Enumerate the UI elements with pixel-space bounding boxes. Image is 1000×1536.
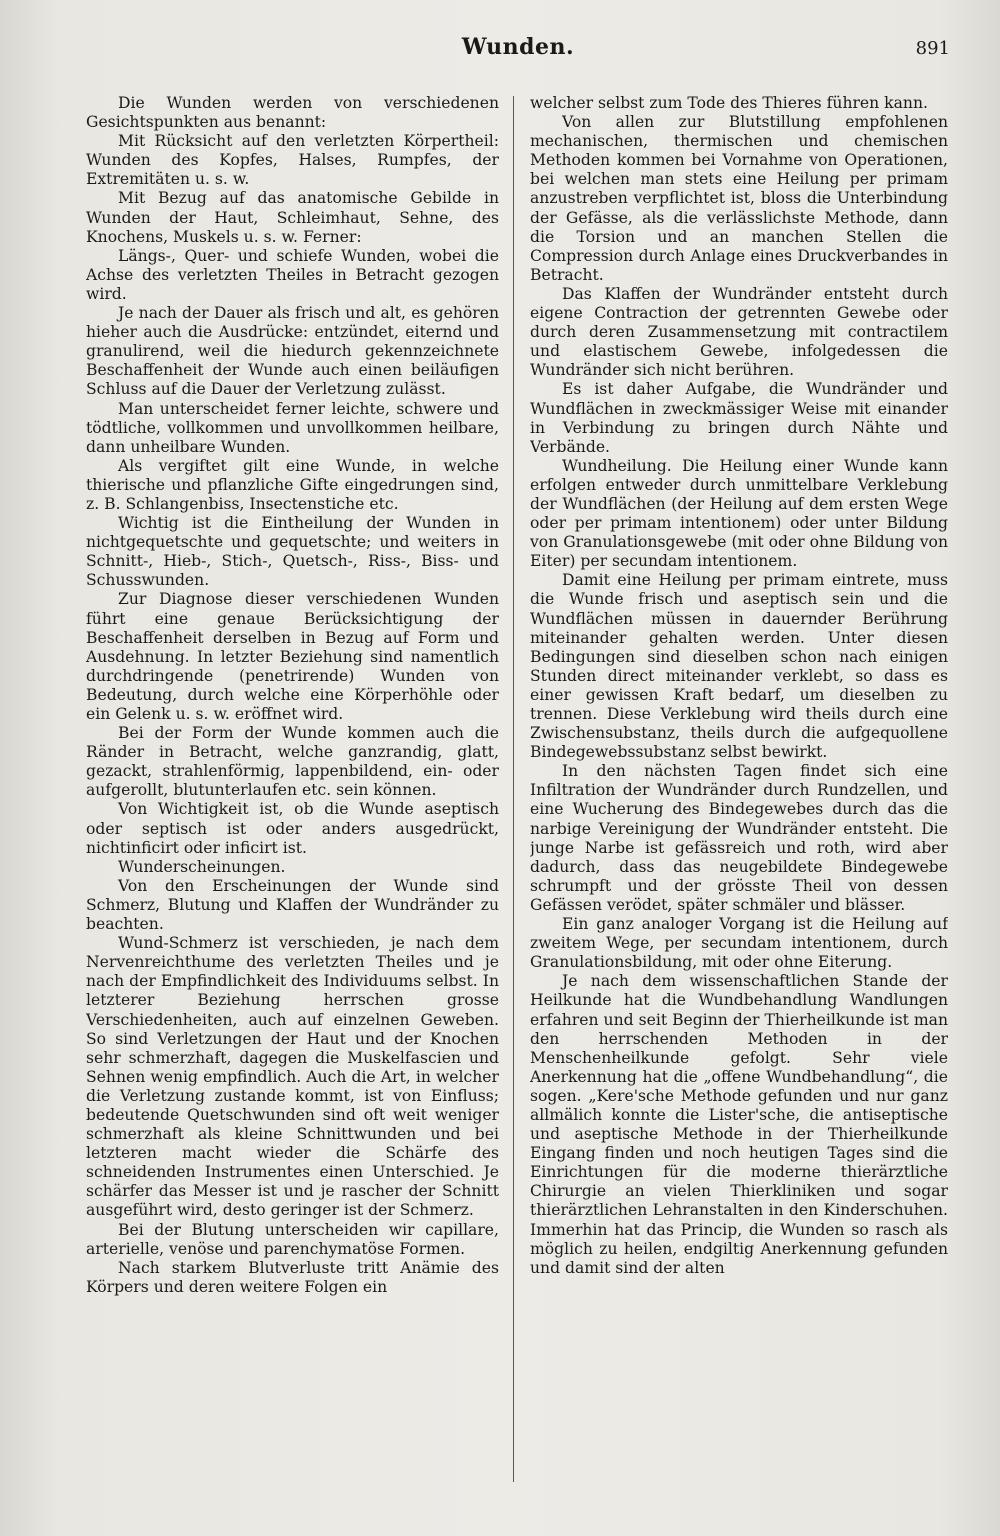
paragraph: Wund-Schmerz ist verschieden, je nach dem Nervenreichthume des verletzten Theiles und je nach der Empfindlichkeit des Individuums selbst. In letzterer Beziehung herrschen grosse Verschiedenheiten, auch auf einzelnen Geweben. So sind Verletzungen der Haut und der Knochen sehr schmerzhaft, dagegen die Muskelfascien und Sehnen wenig empfindlich. Auch die Art, in welcher die Verletzung zustande kommt, ist von Einfluss; bedeutende Quetschwunden sind oft weit weniger schmerzhaft als kleine Schnittwunden und bei letzteren macht wieder die Schärfe des schneidenden Instrumentes einen Unterschied. Je schärfer das Messer ist und je rascher der Schnitt ausgeführt wird, desto geringer ist der Schmerz. (86, 934, 499, 1220)
page-number: 891 (915, 38, 950, 59)
paragraph: welcher selbst zum Tode des Thieres führen kann. (530, 94, 928, 112)
column-divider (513, 96, 514, 1482)
paragraph: Bei der Form der Wunde kommen auch die Ränder in Betracht, welche ganzrandig, glatt, gezackt, strahlenförmig, lappenbildend, ein- oder aufgerollt, blutunterlaufen etc. sein können. (86, 724, 499, 800)
paragraph: Je nach der Dauer als frisch und alt, es gehören hieher auch die Ausdrücke: entzündet, eiternd und granulirend, weil die hiedurch gekennzeichnete Beschaffenheit der Wunde auch einen beiläufigen Schluss auf die Dauer der Verletzung zulässt. (86, 304, 499, 399)
paragraph: Von Wichtigkeit ist, ob die Wunde aseptisch oder septisch ist oder anders ausgedrückt, nichtinficirt oder inficirt ist. (86, 800, 499, 857)
paragraph: Zur Diagnose dieser verschiedenen Wunden führt eine genaue Berücksichtigung der Beschaffenheit derselben in Bezug auf Form und Ausdehnung. In letzter Beziehung sind namentlich durchdringende (penetrirende) Wunden von Bedeutung, durch welche eine Körperhöhle oder ein Gelenk u. s. w. eröffnet wird. (86, 590, 499, 723)
right-column (530, 94, 948, 1494)
page-header (86, 34, 950, 74)
paragraph: Wunderscheinungen. (118, 857, 286, 876)
paragraph: In den nächsten Tagen findet sich eine Infiltration der Wundränder durch Rundzellen, und eine Wucherung des Bindegewebes durch das die narbige Vereinigung der Wundränder entsteht. Die junge Narbe ist gefässreich und roth, wird aber dadurch, dass das neugebildete Bindegewebe schrumpft und der grösste Theil von dessen Gefässen verödet, später schmäler und blässer. (530, 762, 948, 914)
paragraph: Mit Bezug auf das anatomische Gebilde in Wunden der Haut, Schleimhaut, Sehne, des Knochens, Muskels u. s. w. Ferner: (86, 189, 499, 246)
paragraph: Je nach dem wissenschaftlichen Stande der Heilkunde hat die Wundbehandlung Wandlungen erfahren und seit Beginn der Thierheilkunde ist man den herrschenden Methoden in der Menschenheilkunde gefolgt. Sehr viele Anerkennung hat die „offene Wundbehandlung“, die sogen. „Kere'sche Methode gefunden und nur ganz allmälich konnte die Lister'sche, die antiseptische und aseptische Methode in der Thierheilkunde Eingang finden und noch heutigen Tages sind die Einrichtungen für die moderne thierärztliche Chirurgie an vielen Thierkliniken und sogar thierärztlichen Lehranstalten in den Kinderschuhen. Immerhin hat das Princip, die Wunden so rasch als möglich zu heilen, endgiltig Anerkennung gefunden und damit sind der alten (530, 972, 948, 1277)
paragraph: Man unterscheidet ferner leichte, schwere und tödtliche, vollkommen und unvollkommen heilbare, dann unheilbare Wunden. (86, 399, 499, 456)
paragraph: Damit eine Heilung per primam eintrete, muss die Wunde frisch und aseptisch sein und die Wundflächen müssen in dauernder Berührung miteinander gehalten werden. Unter diesen Bedingungen sind dieselben schon nach einigen Stunden direct miteinander verklebt, so dass es einer gewissen Kraft bedarf, um dieselben zu trennen. Diese Verklebung wird theils durch eine Zwischensubstanz, theils durch die aufgequollene Bindegewebssubstanz selbst bewirkt. (530, 571, 948, 762)
paragraph: Bei der Blutung unterscheiden wir capillare, arterielle, venöse und parenchymatöse Formen. (86, 1220, 499, 1258)
paragraph: Längs-, Quer- und schiefe Wunden, wobei die Achse des verletzten Theiles in Betracht gezogen wird. (86, 246, 499, 303)
paragraph: Ein ganz analoger Vorgang ist die Heilung auf zweitem Wege, per secundam intentionem, durch Granulationsbildung, mit oder ohne Eiterung. (530, 915, 948, 972)
page-title: Wunden. (461, 34, 575, 60)
paragraph: Nach starkem Blutverluste tritt Anämie des Körpers und deren weitere Folgen ein (86, 1258, 499, 1296)
paragraph: Von allen zur Blutstillung empfohlenen mechanischen, thermischen und chemischen Methoden kommen bei Vornahme von Operationen, bei welchen man stets eine Heilung per primam anzustreben verpflichtet ist, bloss die Unterbindung der Gefässe, als die verlässlichste Methode, dann die Torsion und an manchen Stellen die Compression durch Anlage eines Druckverbandes in Betracht. (530, 113, 948, 284)
paragraph: Wundheilung. Die Heilung einer Wunde kann erfolgen entweder durch unmittelbare Verklebung der Wundflächen (der Heilung auf dem ersten Wege oder per primam intentionem) oder unter Bildung von Granulationsgewebe (mit oder ohne Bildung von Eiter) per secundam intentionem. (530, 456, 948, 571)
paragraph: Mit Rücksicht auf den verletzten Körpertheil: Wunden des Kopfes, Halses, Rumpfes, der Extremitäten u. s. w. (86, 132, 499, 189)
paragraph: Als vergiftet gilt eine Wunde, in welche thierische und pflanzliche Gifte eingedrungen sind, z. B. Schlangenbiss, Insectenstiche etc. (86, 456, 499, 513)
left-column (86, 94, 499, 1494)
paragraph: Von den Erscheinungen der Wunde sind Schmerz, Blutung und Klaffen der Wundränder zu beachten. (86, 876, 499, 934)
paragraph: Es ist daher Aufgabe, die Wundränder und Wundflächen in zweckmässiger Weise mit einander in Verbindung zu bringen durch Nähte und Verbände. (530, 380, 948, 456)
paragraph: Das Klaffen der Wundränder entsteht durch eigene Contraction der getrennten Gewebe oder durch deren Zusammensetzung mit contractilem und elastischem Gewebe, infolgedessen die Wundränder sich nicht berühren. (530, 284, 948, 380)
paragraph: Wichtig ist die Eintheilung der Wunden in nichtgequetschte und gequetschte; und weiters in Schnitt-, Hieb-, Stich-, Quetsch-, Riss-, Biss- und Schusswunden. (86, 514, 499, 590)
paragraph: Die Wunden werden von verschiedenen Gesichtspunkten aus benannt: (86, 94, 499, 132)
